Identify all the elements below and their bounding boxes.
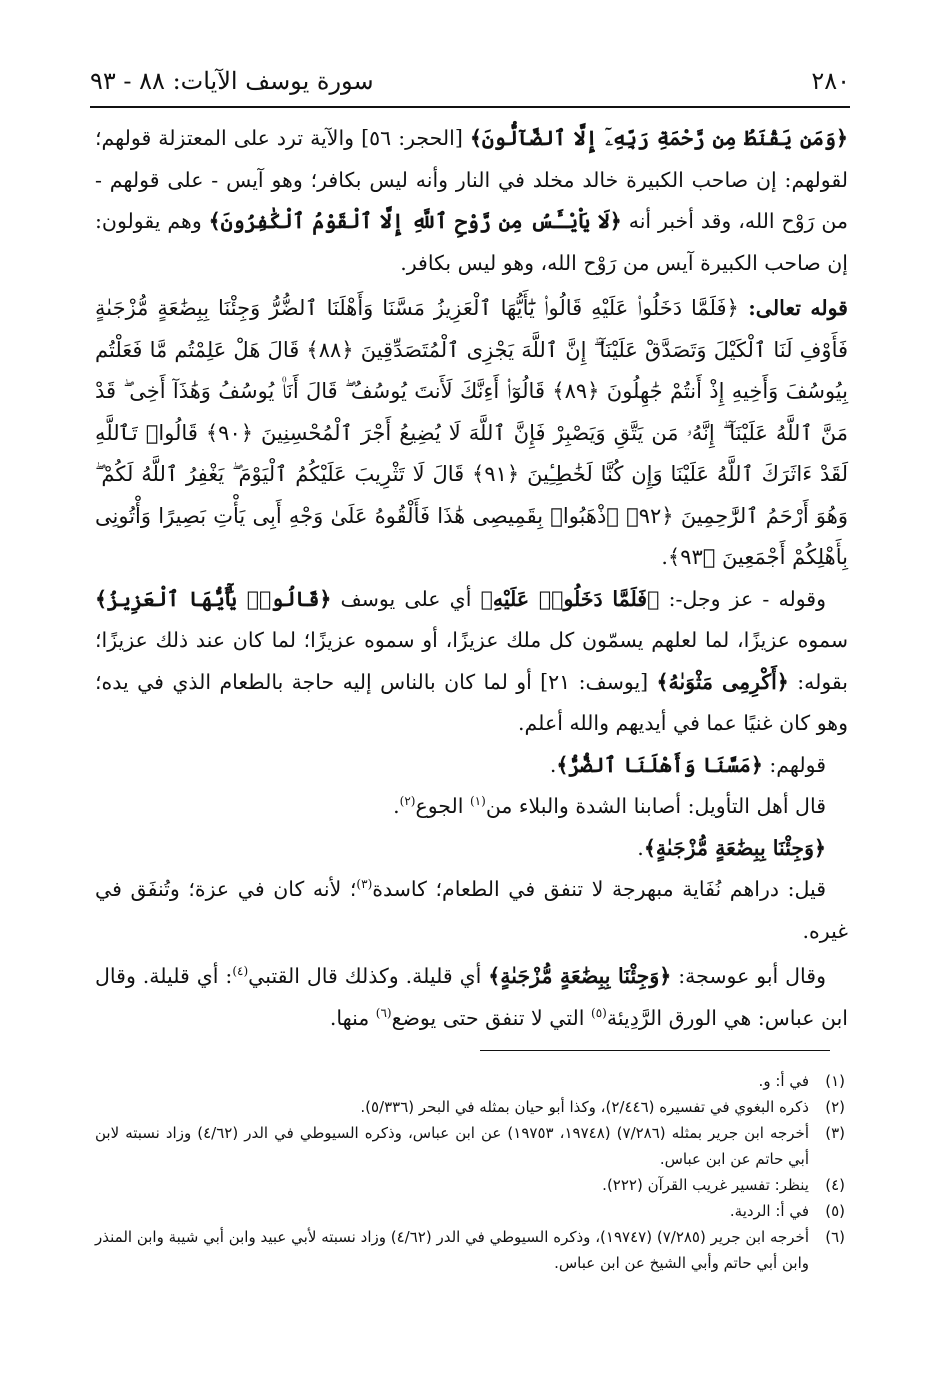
footnote-3: [95, 1120, 845, 1172]
text-run: : أي قليلة. وقال ابن عباس: هي الورق الرَّدِيئة: [95, 964, 848, 1030]
text-run: [يوسف: ٢١] أو لما كان بالناس إليه حاجة بالطعام الذي في يده؛ وهو كان غنيًا عما في أيديهم والله أعلم.: [95, 669, 848, 735]
quran-quote: ﴿وَمَن يَقْنَطُ مِن رَّحْمَةِ رَبِّهِۦٓ إِلَّا ٱلضَّآلُّونَ﴾: [469, 126, 848, 150]
footnote-ref: (٦): [375, 1005, 392, 1020]
paragraph-6: [95, 828, 848, 870]
quran-quote: ﴿قَالُوا۟ يَٰٓأَيُّهَا ٱلْعَزِيزُ﴾: [95, 586, 332, 611]
quran-verses: ﴿فَلَمَّا دَخَلُوا۟ عَلَيْهِ قَالُوا۟ يَٰٓأَيُّهَا ٱلْعَزِيزُ مَسَّنَا وَأَهْلَنَا ٱلضُّرُّ وَجِئْنَا بِبِضَٰعَةٍ مُّزْجَىٰةٍ فَأَوْفِ لَنَا ٱلْكَيْلَ وَتَصَدَّقْ عَلَيْنَآ ۖ إِنَّ ٱللَّهَ يَجْزِى ٱلْمُتَصَدِّقِينَ ﴿٨٨﴾ قَالَ هَلْ عَلِمْتُم مَّا فَعَلْتُم بِيُوسُفَ وَأَخِيهِ إِذْ أَنتُمْ جَٰهِلُونَ ﴿٨٩﴾ قَالُوٓا۟ أَءِنَّكَ لَأَنتَ يُوسُفُ ۖ قَالَ أَنَا۠ يُوسُفُ وَهَٰذَآ أَخِى ۖ قَدْ مَنَّ ٱللَّهُ عَلَيْنَآ ۖ إِنَّهُۥ مَن يَتَّقِ وَيَصْبِرْ فَإِنَّ ٱللَّهَ لَا يُضِيعُ أَجْرَ ٱلْمُحْسِنِينَ ﴿٩٠﴾ قَالُوا۟ تَٱللَّهِ لَقَدْ ءَاثَرَكَ ٱللَّهُ عَلَيْنَا وَإِن كُنَّا لَخَٰطِـِٔينَ ﴿٩١﴾ قَالَ لَا تَثْرِيبَ عَلَيْكُمُ ٱلْيَوْمَ ۖ يَغْفِرُ ٱللَّهُ لَكُمْ ۖ وَهُوَ أَرْحَمُ ٱلرَّٰحِمِينَ ﴿٩٢﴾ ٱذْهَبُوا۟ بِقَمِيصِى هَٰذَا فَأَلْقُوهُ عَلَىٰ وَجْهِ أَبِى يَأْتِ بَصِيرًا وَأْتُونِى بِأَهْلِكُمْ أَجْمَعِينَ ﴿٩٣﴾: [95, 296, 849, 569]
running-title: سورة يوسف الآيات: ٨٨ - ٩٣: [90, 67, 374, 95]
text-run: ؛ لأنه كان في عزة؛ وتُنفَق في غيره.: [95, 877, 848, 943]
footnote-text: في أ: و.: [758, 1072, 809, 1090]
text-run: منها.: [329, 1005, 376, 1030]
paragraph-3: [95, 579, 848, 745]
footnote-6: [95, 1224, 845, 1276]
quran-quote: ﴿مَسَّنَا وَأَهْلَنَا ٱلضُّرُّ﴾: [556, 752, 763, 777]
paragraph-8: [95, 956, 848, 1039]
footnote-1: [95, 1068, 845, 1094]
text-run: وقال أبو عوسجة:: [671, 964, 827, 988]
paragraph-4: [95, 745, 848, 787]
text-run: .: [549, 752, 557, 777]
footnotes: [95, 1068, 845, 1276]
quran-quote: ﴿لَا يَاْيْـَٔسُ مِن رَّوْحِ ٱللَّهِ إِلَّا ٱلْقَوْمُ ٱلْكَٰفِرُونَ﴾: [208, 209, 622, 233]
footnote-2: [95, 1094, 845, 1120]
paragraph-5: [95, 786, 848, 828]
text-run: أي قليلة. وكذلك قال القتبي: [248, 964, 489, 988]
text-run: .: [393, 794, 400, 818]
text-run: أي على يوسف: [331, 586, 481, 611]
footnote-4: [95, 1172, 845, 1198]
text-run: وقوله - عز وجل-:: [659, 586, 827, 611]
footnote-number: (٣): [825, 1124, 845, 1142]
text-run: الجوع: [415, 794, 470, 818]
footnote-number: (٤): [825, 1176, 845, 1194]
footnote-text: أخرجه ابن جرير بمثله (٧/٢٨٦) (١٩٧٤٨، ١٩٧٥٣) عن ابن عباس، وذكره السيوطي في الدر (٤/٦٢) وزاد نسبته لابن أبي حاتم عن ابن عباس.: [95, 1124, 809, 1168]
footnote-text: ينظر: تفسير غريب القرآن (٢٢٢).: [602, 1176, 809, 1194]
text-run: .: [661, 545, 668, 569]
footnote-text: أخرجه ابن جرير (٧/٢٨٥) (١٩٧٤٧)، وذكره السيوطي في الدر (٤/٦٢) وزاد نسبته لأبي عبيد وابن أبي شيبة وابن المنذر وابن أبي حاتم وأبي الشيخ عن ابن عباس.: [95, 1228, 809, 1272]
footnote-number: (٦): [825, 1228, 845, 1246]
footnote-ref: (٥): [591, 1005, 607, 1020]
quran-quote: ﴿فَلَمَّا دَخَلُوا۟ عَلَيْهِ﴾: [480, 586, 660, 611]
footnote-ref: (١): [469, 794, 486, 809]
footnote-number: (١): [825, 1072, 845, 1090]
footnote-5: [95, 1198, 845, 1224]
footnote-ref: (٢): [399, 794, 416, 809]
text-run: التي لا تنفق حتى يوضع: [391, 1005, 591, 1030]
footnote-rule: [480, 1050, 830, 1051]
text-run: قولهم:: [762, 752, 826, 777]
footnote-text: ذكره البغوي في تفسيره (٢/٤٤٦)، وكذا أبو حيان بمثله في البحر (٥/٣٣٦).: [360, 1098, 809, 1116]
text-run: قال أهل التأويل: أصابنا الشدة والبلاء من: [485, 794, 826, 818]
paragraph-verses: [95, 288, 848, 579]
footnote-number: (٢): [825, 1098, 845, 1116]
paragraph-1: [95, 118, 848, 284]
paragraph-7: [95, 869, 848, 952]
text-run: .: [637, 835, 644, 860]
text-run: قيل: دراهم نُفَاية مبهرجة لا تنفق في الطعام؛ كاسدة: [372, 877, 826, 901]
verse-label: قوله تعالى:: [738, 296, 848, 320]
quran-quote: ﴿وَجِئْنَا بِبِضَٰعَةٍ مُّزْجَىٰةٍ﴾: [643, 835, 826, 860]
text-run: [الحجر: ٥٦] والآية ترد على المعتزلة قولهم؛ لقولهم: إن صاحب الكبيرة خالد مخلد في النار وأنه ليس بكافر؛ وهو آيس - على قولهم - من رَوْح الله، وقد أخبر أنه: [95, 126, 848, 233]
footnote-ref: (٣): [356, 877, 373, 892]
quran-quote: ﴿أَكْرِمِى مَثْوَىٰهُ﴾: [656, 669, 789, 694]
main-text: [95, 118, 848, 1039]
running-head: [90, 58, 850, 104]
footnote-ref: (٤): [232, 964, 249, 979]
footnote-text: في أ: الردية.: [729, 1202, 809, 1220]
header-rule: [90, 106, 850, 108]
page-number: ٢٨٠: [811, 67, 850, 95]
footnote-number: (٥): [825, 1202, 845, 1220]
quran-quote: ﴿وَجِئْنَا بِبِضَٰعَةٍ مُّزْجَىٰةٍ﴾: [488, 964, 672, 988]
text-run: وهم يقولون: إن صاحب الكبيرة آيس من رَوْح الله، وهو ليس بكافر.: [95, 209, 848, 275]
text-run: سموه عزيزًا، لما لعلهم يسمّون كل ملك عزيزًا، أو سموه عزيزًا؛ لما كان عند ذلك عزيزًا؛ بقوله:: [95, 628, 848, 694]
